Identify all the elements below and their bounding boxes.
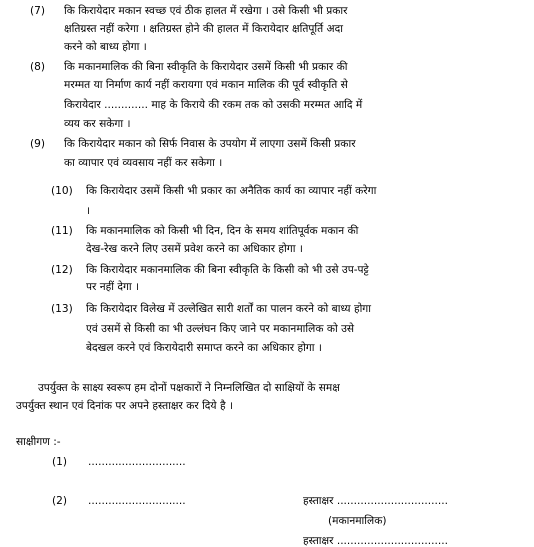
- clause-13-line-1: कि किरायेदार विलेख में उल्लेखित सारी शर्तों का पालन करने को बाध्य होगा: [86, 303, 372, 315]
- clause-8-line-4: व्यय कर सकेगा ।: [64, 118, 131, 130]
- clause-8-line-2: मरम्मत या निर्माण कार्य नहीं करायगा एवं मकान मालिक की पूर्व स्वीकृति से: [64, 79, 348, 91]
- clause-11-line-1: कि मकानमालिक को किसी भी दिन, दिन के समय शांतिपूर्वक मकान की: [86, 225, 359, 237]
- clause-9-line-2: का व्यापार एवं व्यवसाय नहीं कर सकेगा ।: [64, 157, 223, 169]
- clause-10-number: (10): [51, 185, 73, 197]
- witness-1-number: (1): [52, 456, 68, 468]
- landlord-label: (मकानमालिक): [328, 515, 387, 527]
- clause-7-line-2: क्षतिग्रस्त नहीं करेगा । क्षतिग्रस्त होने की हालत में किरायेदार क्षतिपूर्ति अदा: [64, 23, 344, 35]
- second-signature-line: हस्ताक्षर .................................: [303, 535, 448, 547]
- witness-2-number: (2): [52, 495, 68, 507]
- clause-11-line-2: देख-रेख करने लिए उसमें प्रवेश करने का अधिकार होगा ।: [86, 243, 303, 255]
- closing-line-2: उपर्युक्त स्थान एवं दिनांक पर अपने हस्ताक्षर कर दिये है ।: [16, 400, 233, 412]
- clause-12-line-1: कि किरायेदार मकानमालिक की बिना स्वीकृति के किसी को भी उसे उप-पट्टे: [86, 264, 369, 276]
- clause-8-number: (8): [30, 61, 46, 73]
- clause-11-number: (11): [51, 225, 73, 237]
- clause-8-line-3: किरायेदार ............. माह के किराये की रकम तक को उसकी मरम्मत आदि में: [64, 99, 363, 111]
- clause-9-line-1: कि किरायेदार मकान को सिर्फ निवास के उपयोग में लाएगा उसमें किसी प्रकार: [64, 138, 356, 150]
- clause-10-line-1: कि किरायेदार उसमें किसी भी प्रकार का अनैतिक कार्य का व्यापार नहीं करेगा: [86, 185, 377, 197]
- clause-12-number: (12): [51, 264, 73, 276]
- closing-line-1: उपर्युक्त के साक्ष्य स्वरूप हम दोनों पक्षकारों ने निम्नलिखित दो साक्षियों के समक्ष: [38, 382, 340, 394]
- clause-7-line-3: करने को बाध्य होगा ।: [64, 41, 147, 53]
- clause-9-number: (9): [30, 138, 46, 150]
- clause-7-line-1: कि किरायेदार मकान स्वच्छ एवं ठीक हालत में रखेगा । उसे किसी भी प्रकार: [64, 5, 348, 17]
- clause-10-line-2: ।: [86, 205, 91, 217]
- witnesses-label: साक्षीगण :-: [16, 436, 61, 448]
- clause-13-line-3: बेदखल करने एवं किरायेदारी समाप्त करने का अधिकार होगा ।: [86, 342, 322, 354]
- clause-13-line-2: एवं उसमें से किसी का भी उल्लंघन किए जाने पर मकानमालिक को उसे: [86, 323, 355, 335]
- clause-8-line-1: कि मकानमालिक की बिना स्वीकृति के किरायेदार उसमें किसी भी प्रकार की: [64, 61, 348, 73]
- clause-13-number: (13): [51, 303, 73, 315]
- clause-7-number: (7): [30, 5, 46, 17]
- witness-1-blank: .............................: [88, 456, 186, 468]
- landlord-signature-line: हस्ताक्षर .................................: [303, 495, 448, 507]
- witness-2-blank: .............................: [88, 495, 186, 507]
- clause-12-line-2: पर नहीं देगा ।: [86, 281, 140, 293]
